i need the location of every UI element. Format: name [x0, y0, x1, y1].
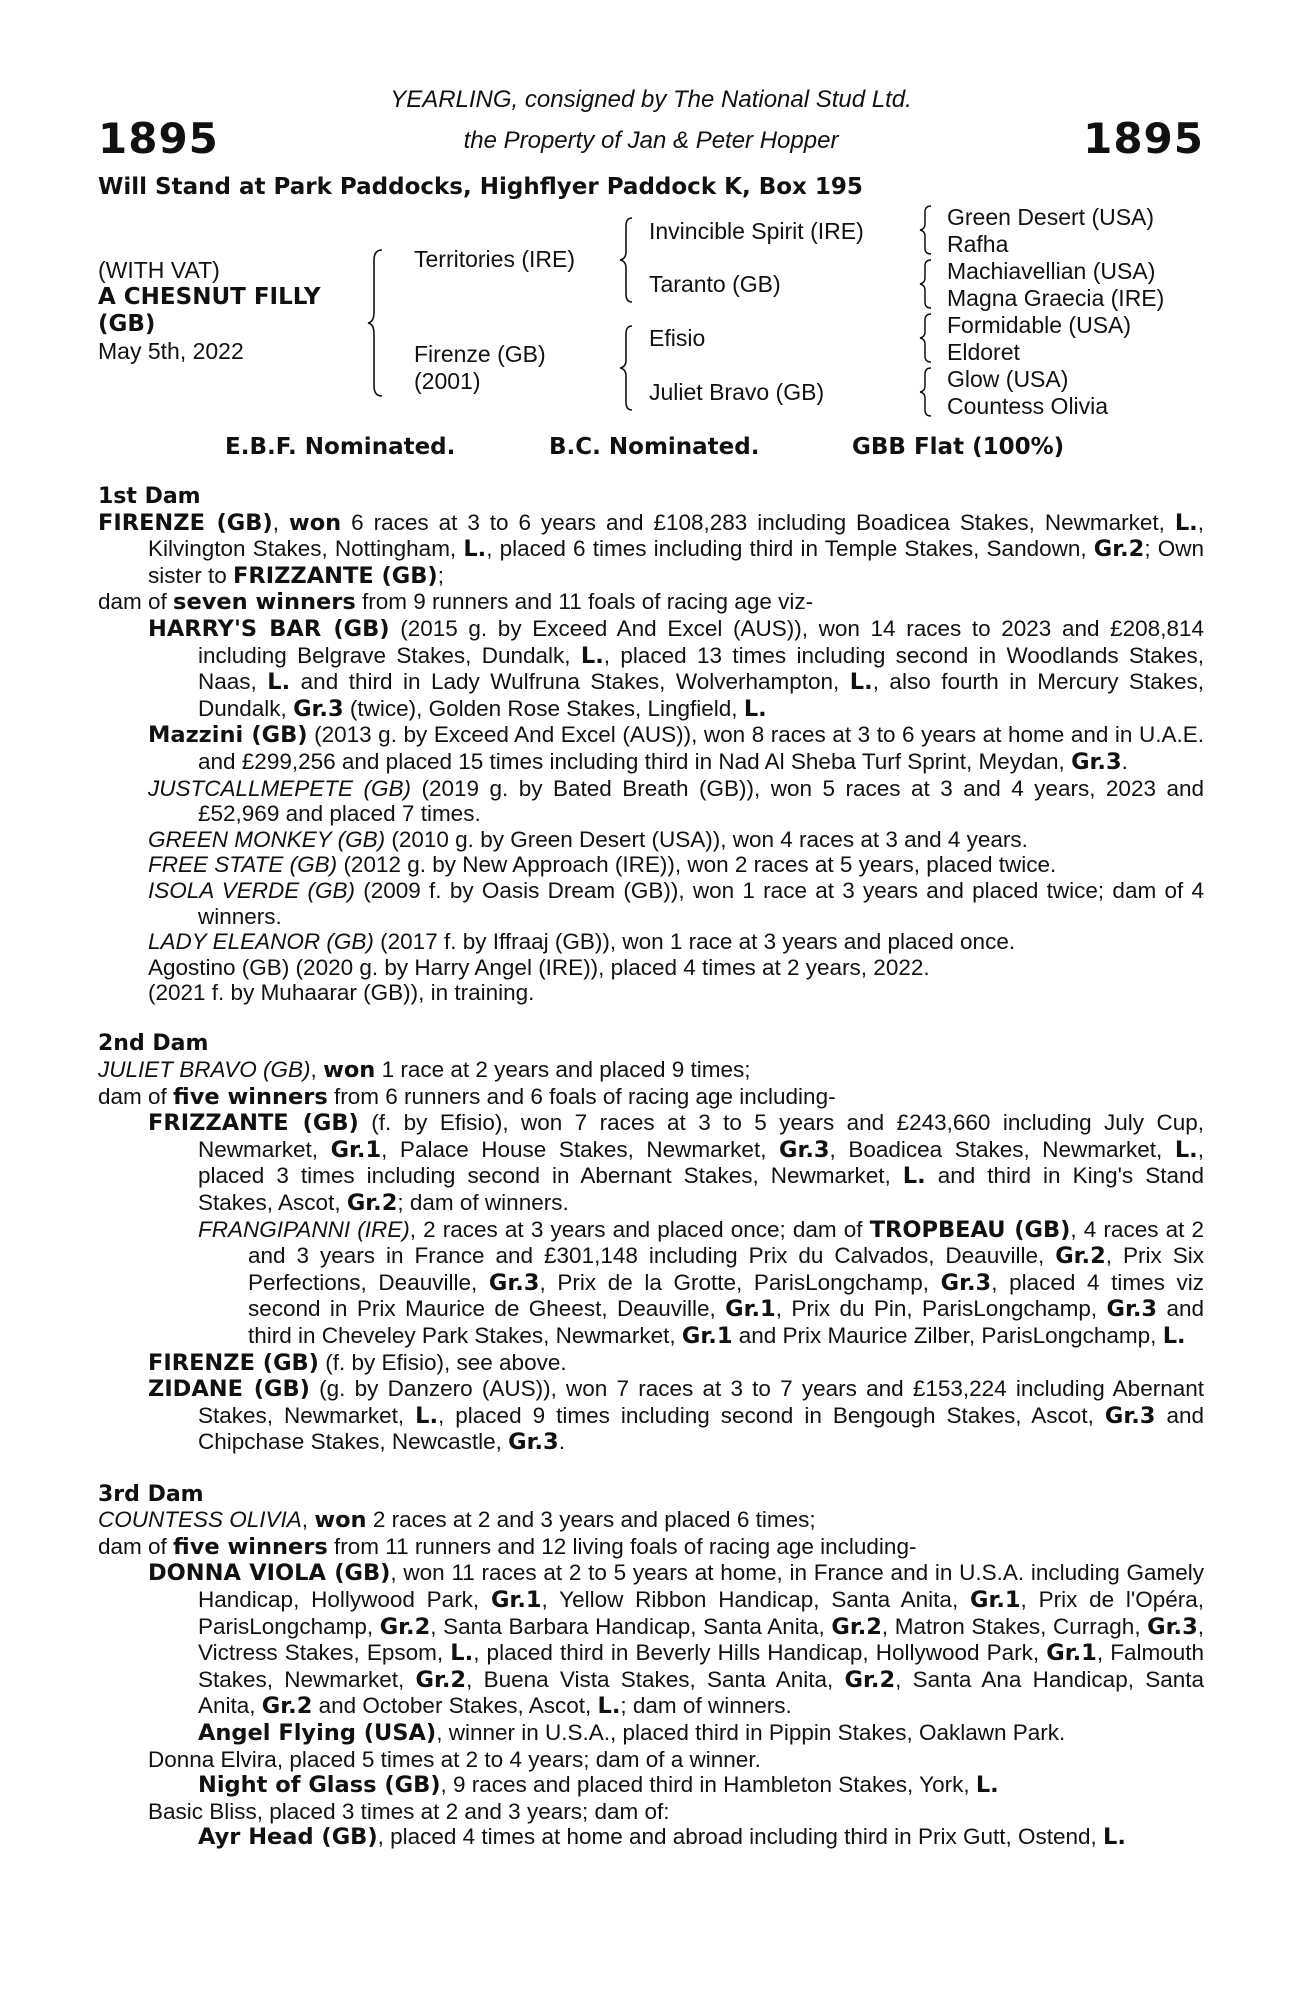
record-text: , placed 3 times including second in Abernant Stakes, Newmarket, — [198, 1136, 1204, 1189]
record-text: . — [558, 1429, 565, 1455]
record-text: ; dam of winners. — [620, 1693, 792, 1719]
record-text: and third in Lady Wulfruna Stakes, Wolverhampton, — [290, 669, 850, 695]
record-text: JUSTCALLMEPETE (GB) — [148, 775, 412, 801]
record-text: GREEN MONKEY (GB) — [148, 826, 386, 852]
record-paragraph — [98, 1084, 1204, 1111]
record-paragraph — [148, 1110, 1204, 1216]
brace-g4 — [918, 366, 934, 418]
record-text: Gr.2 — [261, 1693, 313, 1720]
record-text: FRANGIPANNI (IRE) — [198, 1216, 410, 1242]
record-text: L. — [1174, 509, 1198, 536]
record-text: Gr.3 — [293, 695, 344, 722]
record-text: Gr.2 — [346, 1190, 398, 1217]
section-heading: 2nd Dam — [98, 1031, 209, 1057]
record-text: dam of — [98, 1533, 174, 1559]
record-text: 2 races at 2 and 3 years and placed 6 times; — [366, 1507, 816, 1533]
ebf-nomination: E.B.F. Nominated. — [225, 434, 456, 460]
record-text: Gr.1 — [725, 1296, 776, 1323]
record-text: Ayr Head (GB) — [198, 1824, 378, 1851]
granddam-3: Eldoret — [947, 339, 1020, 365]
record-text: Gr.1 — [1046, 1640, 1097, 1667]
lot-number-left: 1895 — [98, 114, 219, 163]
record-text: Gr.3 — [778, 1136, 830, 1163]
record-paragraph — [148, 776, 1204, 827]
record-text: and Prix Maurice Zilber, ParisLongchamp, — [732, 1323, 1163, 1348]
record-text: COUNTESS OLIVIA — [98, 1507, 302, 1533]
record-text: ; — [437, 562, 444, 588]
brace-dam — [618, 324, 636, 412]
record-paragraph — [148, 1799, 1204, 1825]
record-text: dam of — [98, 1083, 174, 1109]
grandsire-1: Green Desert (USA) — [947, 204, 1155, 230]
record-text: Night of Glass (GB) — [198, 1772, 441, 1799]
record-paragraph — [98, 1057, 1204, 1084]
record-text: , 2 races at 3 years and placed once; dam of — [409, 1216, 870, 1242]
record-text: Gr.1 — [330, 1136, 382, 1163]
record-text: five winners — [173, 1533, 328, 1560]
gbb-nomination: GBB Flat (100%) — [852, 434, 1065, 460]
record-text: Gr.3 — [1147, 1613, 1198, 1640]
record-text: Gr.3 — [940, 1269, 992, 1296]
record-text: dam of — [98, 589, 174, 615]
record-text: , Boadicea Stakes, Newmarket, — [829, 1136, 1175, 1162]
brace-g3 — [918, 312, 934, 364]
record-text: L. — [580, 642, 604, 669]
record-text: ISOLA VERDE (GB) — [148, 877, 355, 903]
record-text: , Yellow Ribbon Handicap, Santa Anita, — [541, 1586, 970, 1612]
record-text: Gr.3 — [1071, 748, 1122, 775]
record-text: and Chipchase Stakes, Newcastle, — [198, 1402, 1204, 1455]
record-paragraph — [148, 1376, 1204, 1456]
record-paragraph — [198, 1824, 1204, 1851]
granddam-1: Rafha — [947, 231, 1009, 257]
record-text: 6 races at 3 to 6 years and £108,283 including Boadicea Stakes, Newmarket, — [341, 509, 1175, 535]
record-text: , Prix Six Perfections, Deauville, — [248, 1243, 1204, 1295]
record-paragraph — [98, 1507, 1204, 1534]
sire: Territories (IRE) — [414, 246, 576, 272]
record-text: L. — [1103, 1824, 1126, 1851]
record-text: . — [1121, 748, 1128, 774]
record-text: from 6 runners and 6 foals of racing age including- — [327, 1083, 836, 1109]
record-text: (f. by Efisio), see above. — [318, 1349, 567, 1375]
record-text: , — [272, 509, 289, 535]
record-text: ; dam of winners. — [397, 1190, 569, 1216]
record-text: , placed 4 times at home and abroad including third in Prix Gutt, Ostend, — [377, 1824, 1104, 1850]
record-text: , Prix de l'Opéra, ParisLongchamp, — [198, 1586, 1204, 1639]
record-text: TROPBEAU (GB) — [869, 1216, 1071, 1243]
bc-nomination: B.C. Nominated. — [549, 434, 760, 460]
record-text: L. — [415, 1402, 438, 1429]
record-text: , winner in U.S.A., placed third in Pippin Stakes, Oaklawn Park. — [436, 1719, 1066, 1745]
record-text: , placed 4 times viz second in Prix Maurice de Gheest, Deauville, — [248, 1269, 1205, 1322]
grandsire-4: Glow (USA) — [947, 366, 1069, 392]
section-gap — [98, 1006, 1204, 1032]
consignor-line: YEARLING, consigned by The National Stud Ltd. — [390, 86, 912, 113]
record-text: , Victress Stakes, Epsom, — [198, 1613, 1204, 1666]
vat-note: (WITH VAT) — [98, 257, 220, 283]
section-gap — [98, 1456, 1204, 1482]
record-text: L. — [743, 695, 767, 722]
record-text: HARRY'S BAR (GB) — [148, 615, 390, 642]
record-text: , 4 races at 2 and 3 years in France and £301,148 including Prix du Calvados, Deauville, — [248, 1216, 1204, 1269]
record-text: Gr.2 — [415, 1666, 467, 1693]
brace-g2 — [918, 258, 934, 310]
record-text: FRIZZANTE (GB) — [148, 1110, 359, 1137]
record-paragraph — [148, 1350, 1204, 1377]
record-text: , — [301, 1507, 315, 1533]
record-text: JULIET BRAVO (GB) — [98, 1057, 311, 1083]
record-text: seven winners — [173, 589, 356, 616]
section-heading: 1st Dam — [98, 484, 201, 509]
record-text: five winners — [173, 1083, 328, 1110]
record-text: (f. by Efisio), won 7 races at 3 to 5 years and £243,660 including July Cup, Newmarket, — [198, 1110, 1204, 1162]
record-text: from 11 runners and 12 living foals of racing age including- — [327, 1533, 917, 1559]
record-text: FIRENZE (GB) — [98, 509, 273, 536]
record-text: Gr.1 — [681, 1323, 733, 1349]
record-text: Gr.2 — [1055, 1243, 1106, 1270]
record-text: FRIZZANTE (GB) — [233, 562, 438, 589]
dam: Firenze (GB) — [414, 341, 546, 367]
record-paragraph — [148, 827, 1204, 853]
record-text: ZIDANE (GB) — [148, 1376, 310, 1403]
record-text: (2015 g. by Exceed And Excel (AUS)), won 14 races to 2023 and £208,814 including Belgrave Stakes, Dundalk, — [198, 615, 1204, 668]
record-text: , — [310, 1057, 324, 1083]
record-text: (2010 g. by Green Desert (USA)), won 4 races at 3 and 4 years. — [385, 826, 1028, 852]
record-text: (2012 g. by New Approach (IRE)), won 2 races at 5 years, placed twice. — [337, 852, 1057, 878]
dam-dam: Juliet Bravo (GB) — [649, 379, 825, 405]
record-text: (twice), Golden Rose Stakes, Lingfield, — [343, 695, 744, 721]
record-text: , Matron Stakes, Curragh, — [881, 1613, 1148, 1639]
record-text: Gr.2 — [844, 1666, 896, 1693]
record-text: won — [314, 1507, 367, 1534]
record-text: won — [323, 1057, 376, 1084]
record-text: L. — [450, 1640, 474, 1667]
horse-country: (GB) — [98, 311, 156, 337]
record-text: (g. by Danzero (AUS)), won 7 races at 3 to 7 years and £153,224 including Abernant Stakes, Newmarket, — [198, 1376, 1204, 1428]
sire-sire: Invincible Spirit (IRE) — [649, 218, 864, 244]
record-text: , placed third in Beverly Hills Handicap, Hollywood Park, — [473, 1640, 1047, 1666]
record-paragraph — [198, 1772, 1204, 1799]
record-paragraph — [148, 878, 1204, 929]
record-text: L. — [975, 1772, 999, 1799]
record-text: , Prix de la Grotte, ParisLongchamp, — [539, 1269, 941, 1295]
record-text: from 9 runners and 11 foals of racing age viz- — [355, 589, 814, 615]
record-paragraph — [98, 510, 1204, 590]
record-text: , placed 9 times including second in Bengough Stakes, Ascot, — [438, 1402, 1105, 1428]
record-text: 1 race at 2 years and placed 9 times; — [375, 1057, 751, 1083]
record-paragraph — [148, 929, 1204, 955]
record-text: Gr.1 — [969, 1586, 1021, 1613]
record-paragraph — [148, 980, 1204, 1006]
record-text: L. — [1174, 1136, 1198, 1163]
record-text: , Prix du Pin, ParisLongchamp, — [775, 1296, 1107, 1322]
record-text: (2021 f. by Muhaarar (GB)), in training. — [148, 980, 535, 1006]
record-text: L. — [902, 1163, 926, 1190]
record-text: (2017 f. by Iffraaj (GB)), won 1 race at 3 years and placed once. — [373, 929, 1016, 955]
record-text: FIRENZE (GB) — [148, 1349, 319, 1376]
record-text: L. — [463, 536, 487, 563]
record-text: , Kilvington Stakes, Nottingham, — [148, 509, 1204, 562]
record-text: LADY ELEANOR (GB) — [148, 929, 374, 955]
record-paragraph — [148, 852, 1204, 878]
catalogue-page — [98, 0, 1204, 2000]
record-text: , won 11 races at 2 to 5 years at home, in France and in U.S.A. including Gamely Handicap, Hollywood Park, — [198, 1560, 1204, 1612]
record-text: , Buena Vista Stakes, Santa Anita, — [466, 1666, 845, 1692]
record-text: Mazzini (GB) — [148, 722, 308, 749]
record-text: DONNA VIOLA (GB) — [148, 1560, 391, 1587]
record-text: and third in Cheveley Park Stakes, Newmarket, — [248, 1296, 1205, 1348]
record-text: Agostino (GB) (2020 g. by Harry Angel (IRE)), placed 4 times at 2 years, 2022. — [148, 954, 930, 980]
record-text: won — [288, 509, 342, 536]
record-text: , Falmouth Stakes, Newmarket, — [198, 1640, 1205, 1692]
lot-number-right: 1895 — [1083, 114, 1204, 163]
record-text: Gr.3 — [488, 1269, 540, 1296]
dam-sire: Efisio — [649, 325, 706, 351]
brace-g1 — [918, 204, 934, 256]
granddam-4: Countess Olivia — [947, 393, 1109, 419]
record-text: (2009 f. by Oasis Dream (GB)), won 1 race at 3 years and placed twice; dam of 4 winners. — [198, 877, 1204, 929]
record-text: Angel Flying (USA) — [198, 1719, 437, 1746]
record-text: (2019 g. by Bated Breath (GB)), won 5 races at 3 and 4 years, 2023 and £52,969 and placed 7 times. — [198, 775, 1204, 827]
record-paragraph — [98, 1534, 1204, 1561]
granddam-2: Magna Graecia (IRE) — [947, 285, 1165, 311]
record-text: , placed 6 times including third in Temple Stakes, Sandown, — [486, 536, 1094, 562]
record-text: FREE STATE (GB) — [148, 852, 338, 878]
record-text: L. — [849, 669, 873, 696]
record-paragraph — [148, 1560, 1204, 1720]
brace-sire — [618, 216, 636, 304]
record-text: and October Stakes, Ascot, — [312, 1693, 598, 1719]
property-line: the Property of Jan & Peter Hopper — [463, 127, 839, 154]
stand-location: Will Stand at Park Paddocks, Highflyer Paddock K, Box 195 — [98, 174, 863, 200]
record-text: Gr.1 — [490, 1586, 542, 1613]
section-heading: 3rd Dam — [98, 1481, 204, 1507]
record-text: Gr.2 — [1093, 536, 1145, 563]
record-text: ; Own sister to — [148, 536, 1204, 588]
record-text: L. — [1162, 1323, 1186, 1349]
record-paragraph — [98, 589, 1204, 616]
record-text: L. — [597, 1693, 621, 1720]
record-text: (2013 g. by Exceed And Excel (AUS)), won 8 races at 3 to 6 years at home and in U.A.E. and £299,256 and placed 15 times including third in Nad Al Sheba Turf Sprint, Meydan, — [198, 722, 1204, 774]
record-text: Gr.3 — [1104, 1402, 1156, 1429]
record-text: , Santa Barbara Handicap, Santa Anita, — [430, 1613, 832, 1639]
grandsire-3: Formidable (USA) — [947, 312, 1132, 338]
record-paragraph — [148, 722, 1204, 775]
sire-dam: Taranto (GB) — [649, 271, 781, 297]
record-paragraph — [148, 1747, 1204, 1773]
record-text: Basic Bliss, placed 3 times at 2 and 3 years; dam of: — [148, 1798, 670, 1824]
horse-name: A CHESNUT FILLY — [98, 284, 321, 310]
record-text: Gr.2 — [831, 1613, 882, 1640]
record-paragraph — [148, 955, 1204, 981]
record-text: and third in King's Stand Stakes, Ascot, — [198, 1163, 1204, 1216]
record-paragraph — [198, 1720, 1204, 1747]
grandsire-2: Machiavellian (USA) — [947, 258, 1156, 284]
horse-dob: May 5th, 2022 — [98, 338, 244, 364]
dam-year: (2001) — [414, 368, 481, 394]
record-paragraph — [148, 616, 1204, 722]
record-paragraph — [198, 1217, 1204, 1350]
record-text: L. — [267, 669, 291, 696]
record-text: , Palace House Stakes, Newmarket, — [381, 1136, 779, 1162]
record-text: , 9 races and placed third in Hambleton Stakes, York, — [440, 1772, 976, 1798]
record-text: , also fourth in Mercury Stakes, Dundalk, — [198, 669, 1205, 721]
record-text: Gr.3 — [508, 1429, 559, 1456]
dam-records — [98, 484, 1204, 1851]
record-text: , placed 13 times including second in Woodlands Stakes, Naas, — [198, 642, 1204, 695]
record-text: , Santa Ana Handicap, Santa Anita, — [198, 1666, 1204, 1719]
record-text: Donna Elvira, placed 5 times at 2 to 4 years; dam of a winner. — [148, 1746, 761, 1772]
record-text: Gr.2 — [379, 1613, 431, 1640]
record-text: Gr.3 — [1106, 1296, 1158, 1323]
brace-main — [366, 248, 386, 398]
